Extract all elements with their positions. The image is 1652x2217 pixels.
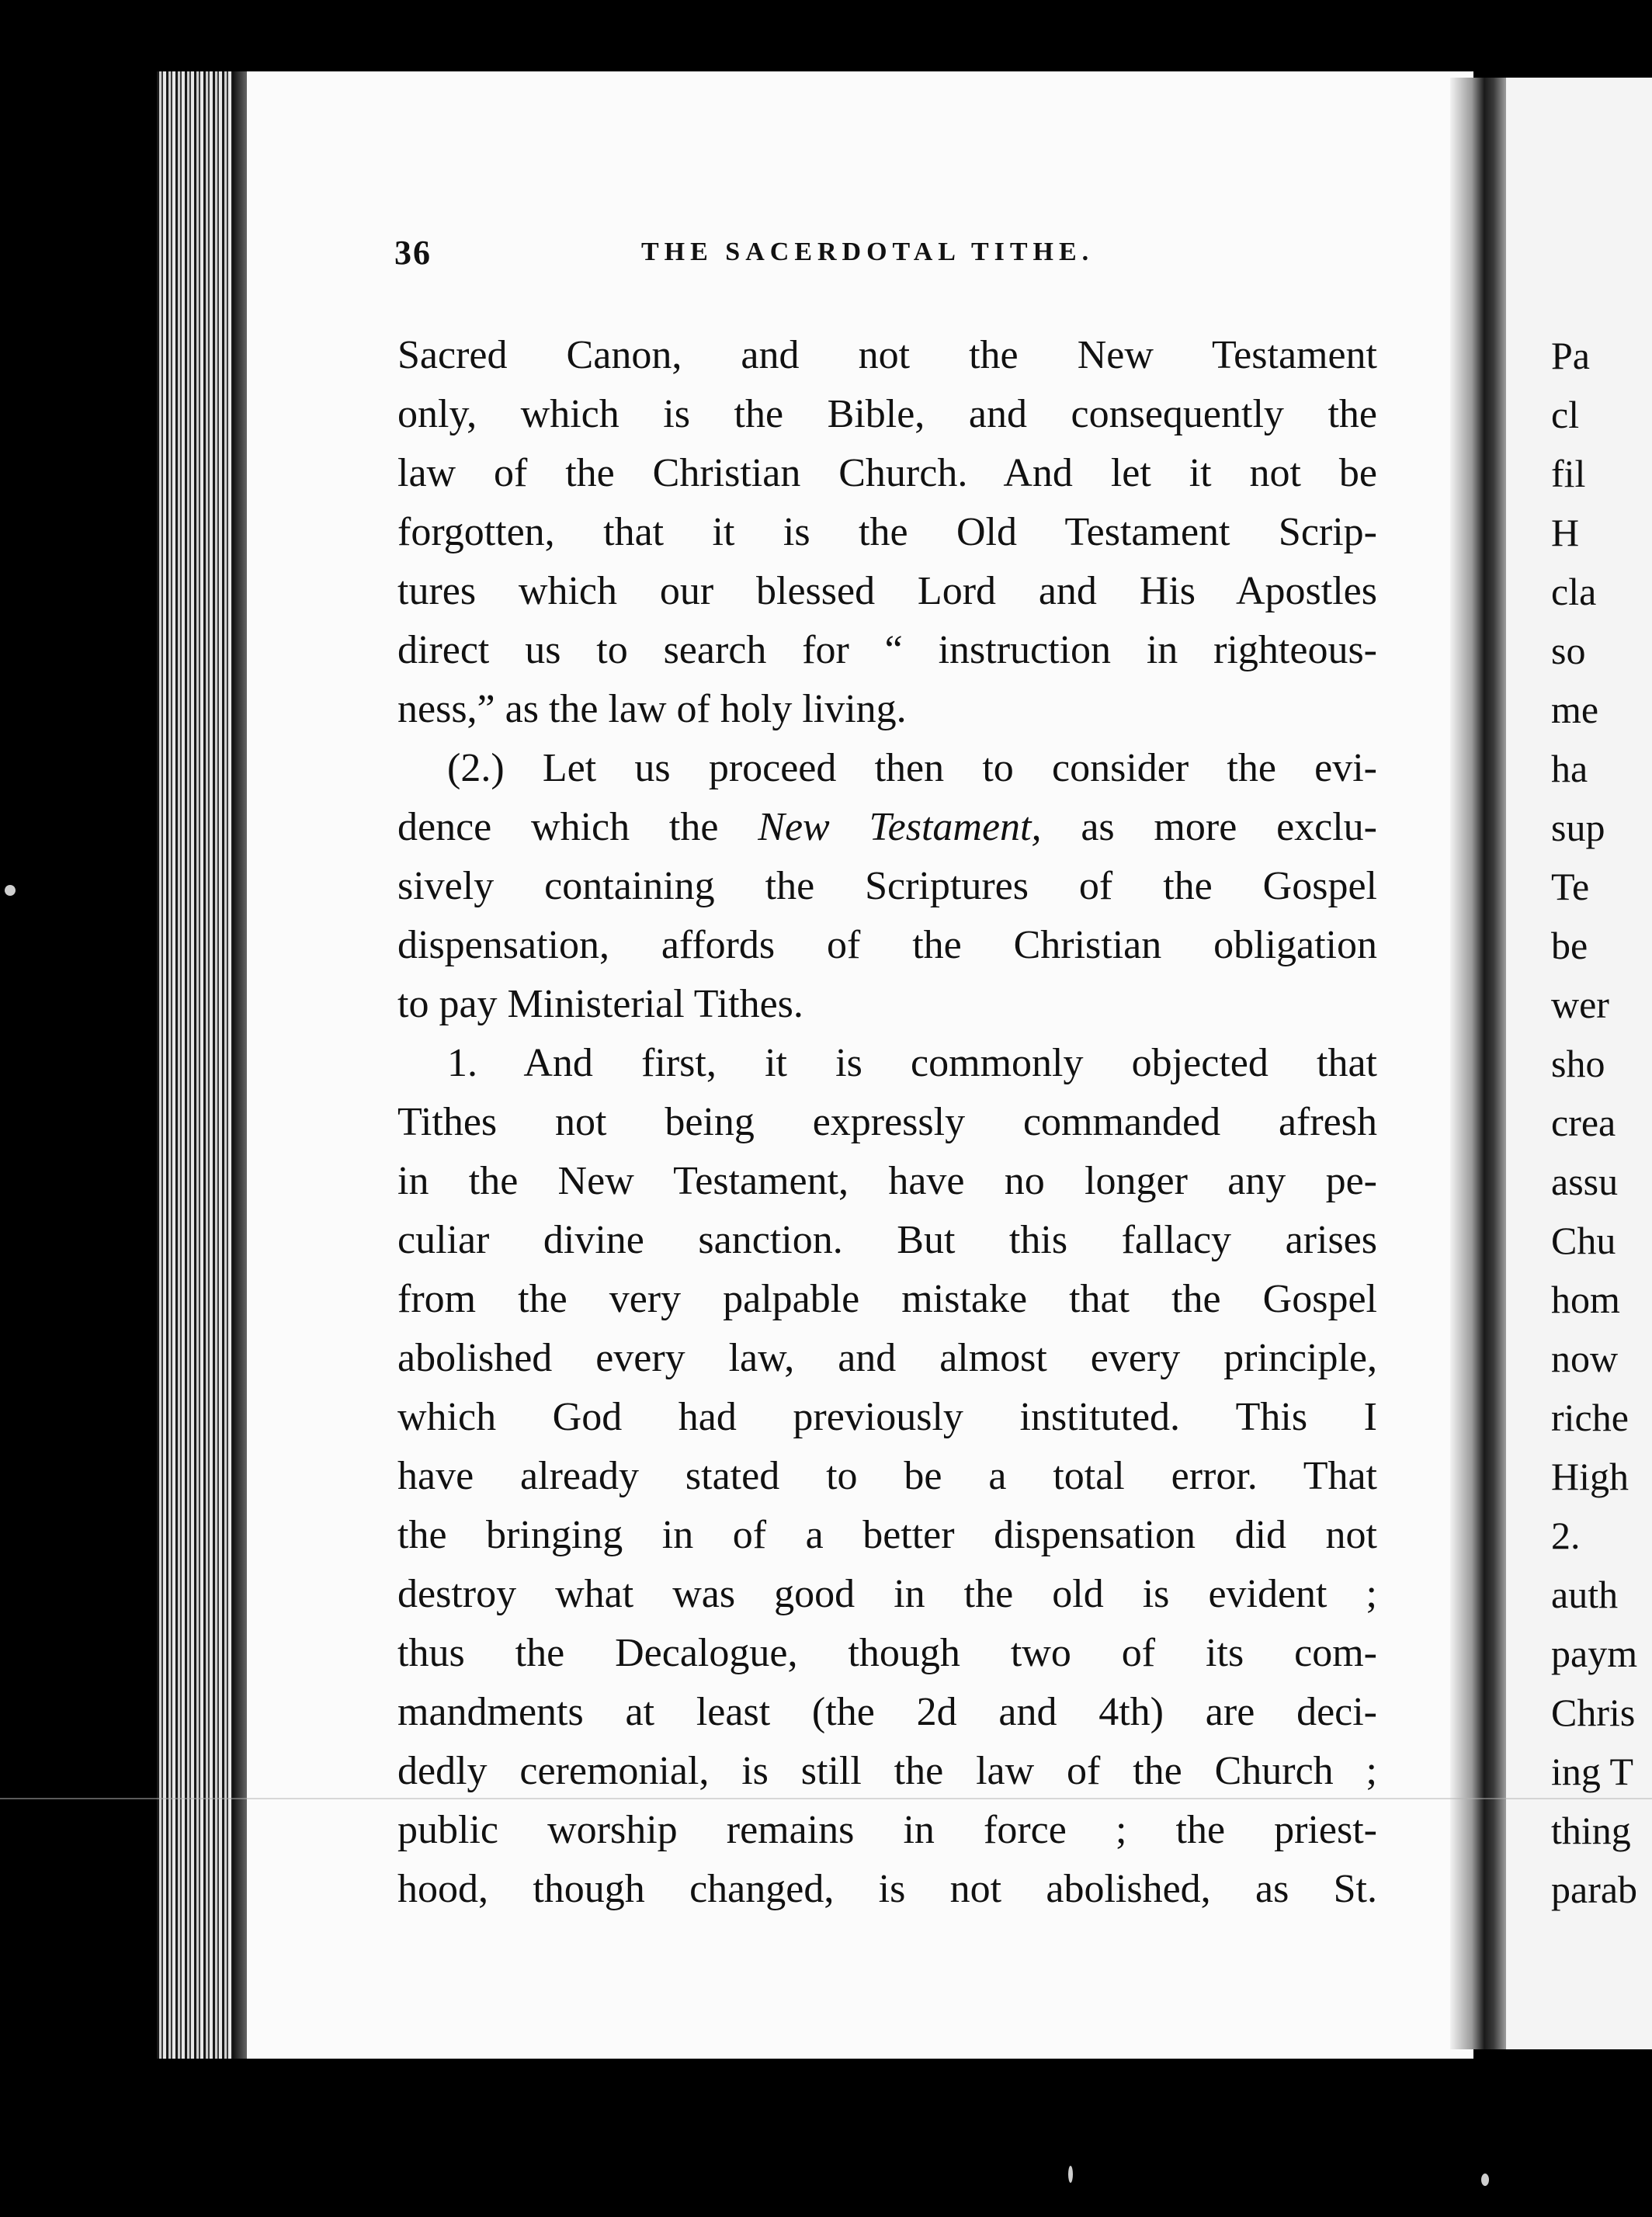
partial-line: so: [1551, 629, 1586, 672]
text-line-with-italic: [397, 798, 1377, 857]
text-line: public worship remains in force ; the priest-: [397, 1808, 1377, 1852]
partial-line: wer: [1551, 983, 1609, 1026]
partial-line: Pa: [1551, 334, 1590, 377]
scan-artifact-line: [0, 1798, 1652, 1799]
text-fragment: as more exclu-: [1041, 805, 1378, 849]
text-line: mandments at least (the 2d and 4th) are deci-: [397, 1690, 1377, 1734]
partial-line: me: [1551, 688, 1599, 731]
partial-line: sho: [1551, 1042, 1605, 1085]
text-line: (2.) Let us proceed then to consider the evi-: [447, 746, 1377, 790]
partial-line: 2.: [1551, 1514, 1581, 1557]
text-line: ness,” as the law of holy living.: [397, 687, 907, 731]
text-line: dedly ceremonial, is still the law of the Church ;: [397, 1749, 1377, 1793]
text-line: in the New Testament, have no longer any pe-: [397, 1159, 1377, 1203]
partial-line: be: [1551, 924, 1588, 967]
partial-line: H: [1551, 511, 1580, 554]
text-line: the bringing in of a better dispensation did not: [397, 1513, 1377, 1557]
left-page-body-text: [397, 326, 1377, 1919]
text-line: hood, though changed, is not abolished, as St.: [397, 1867, 1377, 1911]
text-line: from the very palpable mistake that the Gospel: [397, 1277, 1377, 1321]
text-line: tures which our blessed Lord and His Apostles: [397, 569, 1377, 613]
text-line: have already stated to be a total error. That: [397, 1454, 1377, 1498]
partial-line: hom: [1551, 1278, 1620, 1321]
partial-line: riche: [1551, 1396, 1629, 1439]
text-line: abolished every law, and almost every principle,: [397, 1336, 1377, 1380]
scan-speck: [5, 885, 16, 896]
text-fragment: dence which the: [397, 805, 758, 849]
partial-line: High: [1551, 1455, 1629, 1498]
partial-line: Chris: [1551, 1691, 1636, 1734]
partial-line: paym: [1551, 1632, 1638, 1675]
page-header: [394, 233, 1404, 279]
partial-line: Te: [1551, 865, 1590, 908]
partial-line: parab: [1551, 1868, 1638, 1911]
partial-line: ing T: [1551, 1750, 1634, 1793]
text-line: forgotten, that it is the Old Testament Scrip-: [397, 510, 1377, 554]
scan-speck: [1481, 2174, 1489, 2186]
partial-line: thing: [1551, 1809, 1631, 1852]
right-page-partial-text: [1551, 326, 1652, 1919]
page-edge-shadow: [233, 71, 247, 2059]
text-line: thus the Decalogue, though two of its com-: [397, 1631, 1377, 1675]
text-line: 1. And first, it is commonly objected that: [447, 1041, 1377, 1085]
text-line: Sacred Canon, and not the New Testament: [397, 333, 1377, 377]
partial-line: cl: [1551, 393, 1580, 436]
book-gutter: [1450, 78, 1512, 2049]
text-line: dispensation, affords of the Christian obligation: [397, 923, 1377, 967]
text-line: culiar divine sanction. But this fallacy arises: [397, 1218, 1377, 1262]
text-line: Tithes not being expressly commanded afresh: [397, 1100, 1377, 1144]
text-line: law of the Christian Church. And let it not be: [397, 451, 1377, 495]
text-line: direct us to search for “ instruction in righteous-: [397, 628, 1377, 672]
scan-speck: [1068, 2166, 1073, 2183]
text-line: destroy what was good in the old is evident ;: [397, 1572, 1377, 1616]
partial-line: auth: [1551, 1573, 1619, 1616]
text-line: which God had previously instituted. This I: [397, 1395, 1377, 1439]
partial-line: cla: [1551, 570, 1597, 613]
partial-line: crea: [1551, 1101, 1616, 1144]
partial-line: ha: [1551, 747, 1588, 790]
partial-line: Chu: [1551, 1219, 1616, 1262]
text-line: sively containing the Scriptures of the Gospel: [397, 864, 1377, 908]
partial-line: fil: [1551, 452, 1586, 495]
partial-line: now: [1551, 1337, 1619, 1380]
italic-phrase: New Testament,: [758, 805, 1042, 849]
running-head: THE SACERDOTAL TITHE.: [641, 238, 1095, 266]
page-number: 36: [394, 234, 432, 272]
text-line: to pay Ministerial Tithes.: [397, 982, 803, 1026]
partial-line: sup: [1551, 806, 1605, 849]
text-line: only, which is the Bible, and consequently the: [397, 392, 1377, 436]
partial-line: assu: [1551, 1160, 1619, 1203]
